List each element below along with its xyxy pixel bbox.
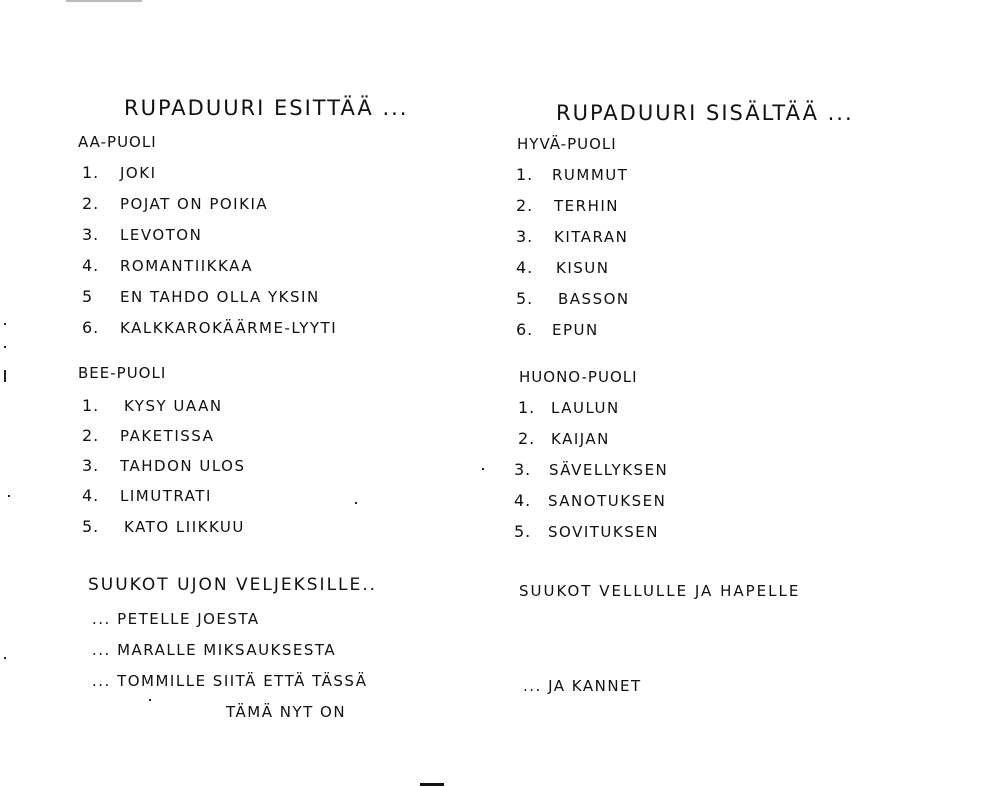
good-side-item: RUMMUT <box>552 166 629 184</box>
scan-speck <box>4 346 6 348</box>
scan-speck <box>355 502 357 504</box>
left-thanks-heading: SUUKOT UJON VELJEKSILLE.. <box>88 575 378 595</box>
side-b-track-name: KYSY UAAN <box>124 397 223 415</box>
bad-side-item: LAULUN <box>551 399 620 417</box>
bad-side-number: 5. <box>514 522 532 541</box>
side-a-track-number: 6. <box>82 318 100 337</box>
side-a-track-number: 3. <box>82 225 100 244</box>
left-thanks-line: ... TOMMILLE SIITÄ ETTÄ TÄSSÄ <box>92 672 368 690</box>
bad-side-item: SANOTUKSEN <box>548 492 667 510</box>
side-b-track-number: 4. <box>82 486 100 505</box>
good-side-item: TERHIN <box>554 197 619 215</box>
side-b-track-number: 1. <box>82 396 100 415</box>
good-side-item: BASSON <box>558 290 630 308</box>
side-a-track-name: JOKI <box>120 164 157 182</box>
side-b-track-number: 3. <box>82 456 100 475</box>
scan-speck <box>482 468 484 470</box>
right-title: RUPADUURI SISÄLTÄÄ ... <box>556 101 854 125</box>
bad-side-number: 4. <box>514 491 532 510</box>
left-title: RUPADUURI ESITTÄÄ ... <box>124 96 409 120</box>
side-b-track-name: LIMUTRATI <box>120 487 212 505</box>
good-side-label: HYVÄ-PUOLI <box>517 135 617 153</box>
side-b-track-name: TAHDON ULOS <box>120 457 246 475</box>
good-side-number: 2. <box>516 196 534 215</box>
bad-side-item: SÄVELLYKSEN <box>549 461 669 479</box>
side-a-label: AA-PUOLI <box>78 133 157 151</box>
good-side-number: 4. <box>516 258 534 277</box>
left-thanks-line: TÄMÄ NYT ON <box>226 703 347 721</box>
side-b-label: BEE-PUOLI <box>78 364 167 382</box>
bad-side-number: 3. <box>514 460 532 479</box>
good-side-number: 1. <box>516 165 534 184</box>
good-side-item: KISUN <box>556 259 610 277</box>
side-a-track-name: ROMANTIIKKAA <box>120 257 254 275</box>
right-thanks-heading: SUUKOT VELLULLE JA HAPELLE <box>519 582 801 600</box>
good-side-item: EPUN <box>552 321 599 339</box>
right-closing-line: ... JA KANNET <box>523 677 642 695</box>
left-thanks-line: ... PETELLE JOESTA <box>92 610 260 628</box>
scan-edge-mark <box>66 0 142 2</box>
side-a-track-name: EN TAHDO OLLA YKSIN <box>120 288 320 306</box>
good-side-number: 6. <box>516 320 534 339</box>
side-a-track-name: POJAT ON POIKIA <box>120 195 269 213</box>
scan-speck <box>4 370 6 382</box>
side-a-track-name: LEVOTON <box>120 226 203 244</box>
side-a-track-number: 4. <box>82 256 100 275</box>
side-a-track-name: KALKKAROKÄÄRME-LYYTI <box>120 319 338 337</box>
scan-speck <box>8 495 10 497</box>
bad-side-number: 2. <box>518 429 536 448</box>
side-b-track-name: KATO LIIKKUU <box>124 518 245 536</box>
side-b-track-number: 5. <box>82 517 100 536</box>
side-a-track-number: 1. <box>82 163 100 182</box>
bad-side-number: 1. <box>518 398 536 417</box>
side-b-track-name: PAKETISSA <box>120 427 215 445</box>
scan-speck <box>4 323 6 325</box>
scan-speck <box>4 657 6 659</box>
side-b-track-number: 2. <box>82 426 100 445</box>
left-thanks-line: ... MARALLE MIKSAUKSESTA <box>92 641 337 659</box>
bad-side-item: SOVITUKSEN <box>548 523 659 541</box>
bad-side-label: HUONO-PUOLI <box>519 368 638 386</box>
good-side-number: 3. <box>516 227 534 246</box>
side-a-track-number: 2. <box>82 194 100 213</box>
good-side-number: 5. <box>516 289 534 308</box>
side-a-track-number: 5 <box>82 287 94 306</box>
scan-speck <box>149 699 151 701</box>
bad-side-item: KAIJAN <box>551 430 610 448</box>
good-side-item: KITARAN <box>554 228 629 246</box>
page-divider-dash <box>420 783 444 786</box>
